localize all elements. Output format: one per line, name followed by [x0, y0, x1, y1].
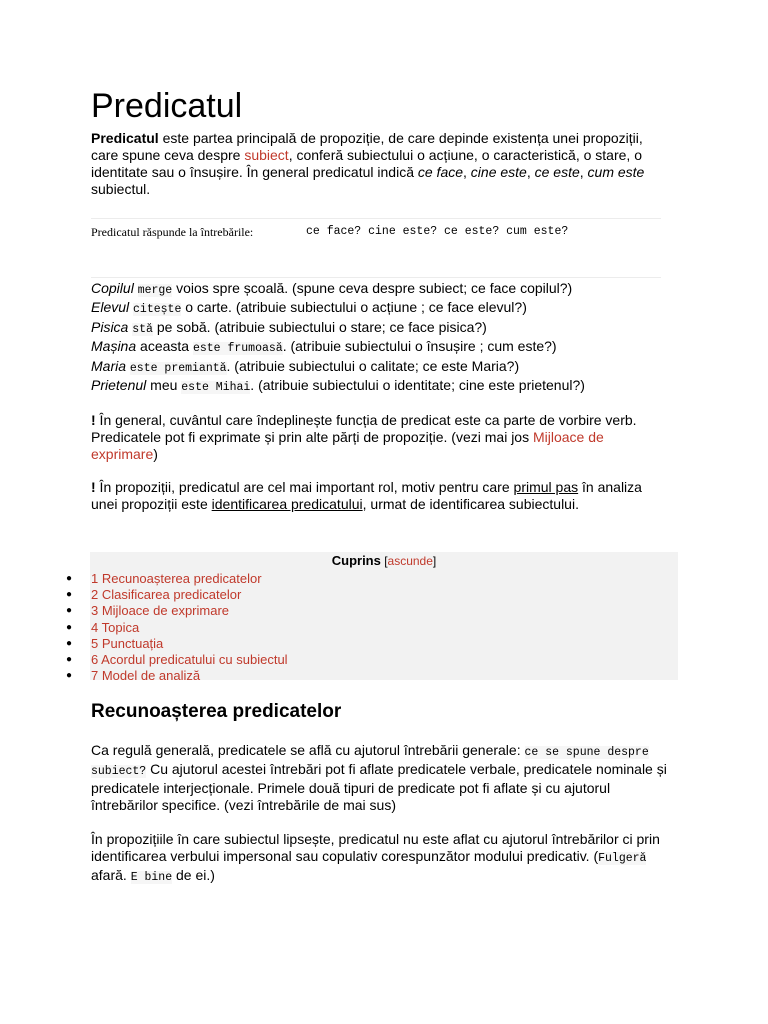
paragraph-text: de ei.) — [172, 867, 215, 883]
example-rest: voios spre școală. (spune ceva despre subiect; ce face copilul?) — [172, 280, 573, 296]
code-text: E bine — [130, 871, 173, 884]
toc-bracket: [ — [380, 554, 388, 568]
example-subject: Pisica — [91, 318, 129, 335]
example-subject: Elevul — [91, 299, 130, 316]
toc-item — [66, 651, 678, 668]
section-heading: Recunoașterea predicatelor — [91, 701, 342, 722]
link-subiect[interactable]: subiect — [244, 147, 289, 163]
example-pre: meu — [146, 377, 182, 394]
example-line — [91, 358, 661, 377]
example-rest: pe sobă. (atribuie subiectului o stare; ce face pisica?) — [152, 318, 487, 335]
paragraph-text: În propozițiile în care subiectul lipsește, predicatul nu este aflat cu ajutorul întrebărilor ci prin identificarea verbului impersonal sau copulativ corespunzător modului predicativ. ( — [91, 831, 660, 864]
example-line — [91, 338, 661, 357]
note-exclamation: ! — [91, 479, 96, 496]
intro-italic: ce face — [417, 164, 464, 180]
intro-lead: Predicatul — [91, 130, 159, 146]
example-subject: Maria — [91, 357, 127, 374]
toc-item — [66, 635, 678, 652]
toc-item — [66, 619, 678, 636]
bullet-icon: ● — [66, 605, 73, 617]
underlined-text: identificarea predicatului — [211, 496, 363, 513]
toc-bracket: ] — [432, 554, 437, 568]
link-mijloace[interactable]: Mijloace de exprimare — [91, 429, 604, 463]
toc-link[interactable]: 1 Recunoașterea predicatelor — [91, 571, 262, 586]
paragraph-text: Ca regulă generală, predicatele se află cu ajutorul întrebării generale: — [91, 742, 525, 758]
intro-paragraph — [91, 130, 651, 198]
toc-link[interactable]: 5 Punctuația — [91, 635, 164, 651]
example-predicate: este premiantă — [129, 361, 227, 375]
paragraph-text: Cu ajutorul acestei întrebări pot fi aflate predicatele verbale, predicatele nominale și predicatele interjecționale. Primele două tipuri de predicate pot fi aflate și cu ajutorul întrebărilor specifice. (vezi întrebările de mai sus) — [91, 761, 667, 813]
toc-item — [66, 603, 678, 619]
bullet-icon: ● — [66, 637, 73, 649]
questions-label: Predicatul răspunde la întrebările: — [91, 225, 254, 239]
toc-item — [66, 571, 678, 587]
questions-value: ce face? cine este? ce este? cum este? — [306, 225, 569, 238]
toc-list — [66, 571, 678, 684]
example-rest: o carte. (atribuie subiectului o acțiune ; ce face elevul?) — [181, 299, 527, 316]
example-subject: Prietenul — [91, 377, 147, 394]
example-pre: aceasta — [136, 338, 193, 355]
table-of-contents — [66, 552, 678, 684]
note-verb — [91, 412, 661, 463]
toc-link[interactable]: 6 Acordul predicatului cu subiectul — [91, 651, 288, 667]
example-line — [91, 299, 661, 318]
intro-italic: ce este — [534, 164, 580, 180]
note-text: în analiza unei propoziții este — [91, 479, 642, 513]
note-text: ) — [153, 446, 158, 463]
article — [91, 84, 661, 513]
intro-text: subiectul. — [91, 181, 151, 197]
toc-title: Cuprins — [331, 553, 381, 568]
underlined-text: primul pas — [513, 479, 579, 496]
examples-list — [91, 280, 661, 396]
code-text: ce se spune despre subiect? — [91, 746, 649, 778]
section-recunoasterea — [91, 700, 671, 886]
bullet-icon: ● — [66, 653, 73, 665]
bullet-icon: ● — [66, 573, 73, 584]
example-rest: . (atribuie subiectului o identitate; cine este prietenul?) — [250, 377, 585, 394]
toc-link[interactable]: 2 Clasificarea predicatelor — [91, 587, 242, 603]
toc-link[interactable]: 3 Mijloace de exprimare — [91, 603, 230, 619]
example-rest: . (atribuie subiectului o însușire ; cum este?) — [282, 338, 557, 355]
bullet-icon: ● — [66, 670, 73, 682]
intro-text: , — [463, 164, 471, 180]
toc-item — [66, 668, 678, 684]
note-role — [91, 479, 661, 513]
example-predicate: este Mihai — [181, 381, 251, 395]
example-predicate: merge — [137, 284, 173, 297]
toc-header — [90, 552, 678, 568]
example-line — [91, 377, 661, 396]
example-line — [91, 280, 661, 299]
note-text: , urmat de identificarea subiectului. — [362, 496, 579, 513]
note-text: În propoziții, predicatul are cel mai important rol, motiv pentru care — [95, 479, 514, 496]
intro-text: , conferă subiectului o acțiune, o caracteristică, o stare, o identitate sau o însușire. În general predicatul indică — [91, 147, 642, 180]
example-subject: Copilul — [91, 280, 134, 296]
toc-item — [66, 587, 678, 603]
example-predicate: este frumoasă — [192, 342, 283, 356]
questions-table — [91, 218, 661, 278]
intro-italic: cum este — [587, 164, 645, 180]
section-paragraph — [91, 831, 671, 886]
page-title: Predicatul — [91, 87, 243, 125]
paragraph-text: afară. — [91, 867, 131, 883]
section-paragraph — [91, 742, 671, 814]
example-subject: Mașina — [91, 338, 137, 355]
code-text: Fulgeră — [598, 852, 647, 865]
note-text: În general, cuvântul care îndeplinește funcția de predicat este ca parte de vorbire verb. Predicatele pot fi exprimate și prin alte părți de propoziție. (vezi mai jos — [91, 412, 637, 446]
toc-link[interactable]: 7 Model de analiză — [91, 668, 201, 684]
toc-link[interactable]: 4 Topica — [91, 619, 140, 635]
bullet-icon: ● — [66, 621, 73, 633]
intro-text: este partea principală de propoziție, de care depinde existența unei propoziții, care spune ceva despre — [91, 130, 643, 163]
example-rest: . (atribuie subiectului o calitate; ce este Maria?) — [226, 357, 520, 374]
example-predicate: citește — [133, 303, 182, 317]
example-line — [91, 319, 661, 338]
note-exclamation: ! — [91, 412, 96, 429]
intro-text: , — [579, 164, 588, 180]
toc-hide-link[interactable]: ascunde — [387, 554, 433, 568]
intro-text: , — [526, 164, 535, 180]
bullet-icon: ● — [66, 589, 73, 601]
example-predicate: stă — [132, 322, 153, 336]
intro-italic: cine este — [470, 164, 527, 180]
